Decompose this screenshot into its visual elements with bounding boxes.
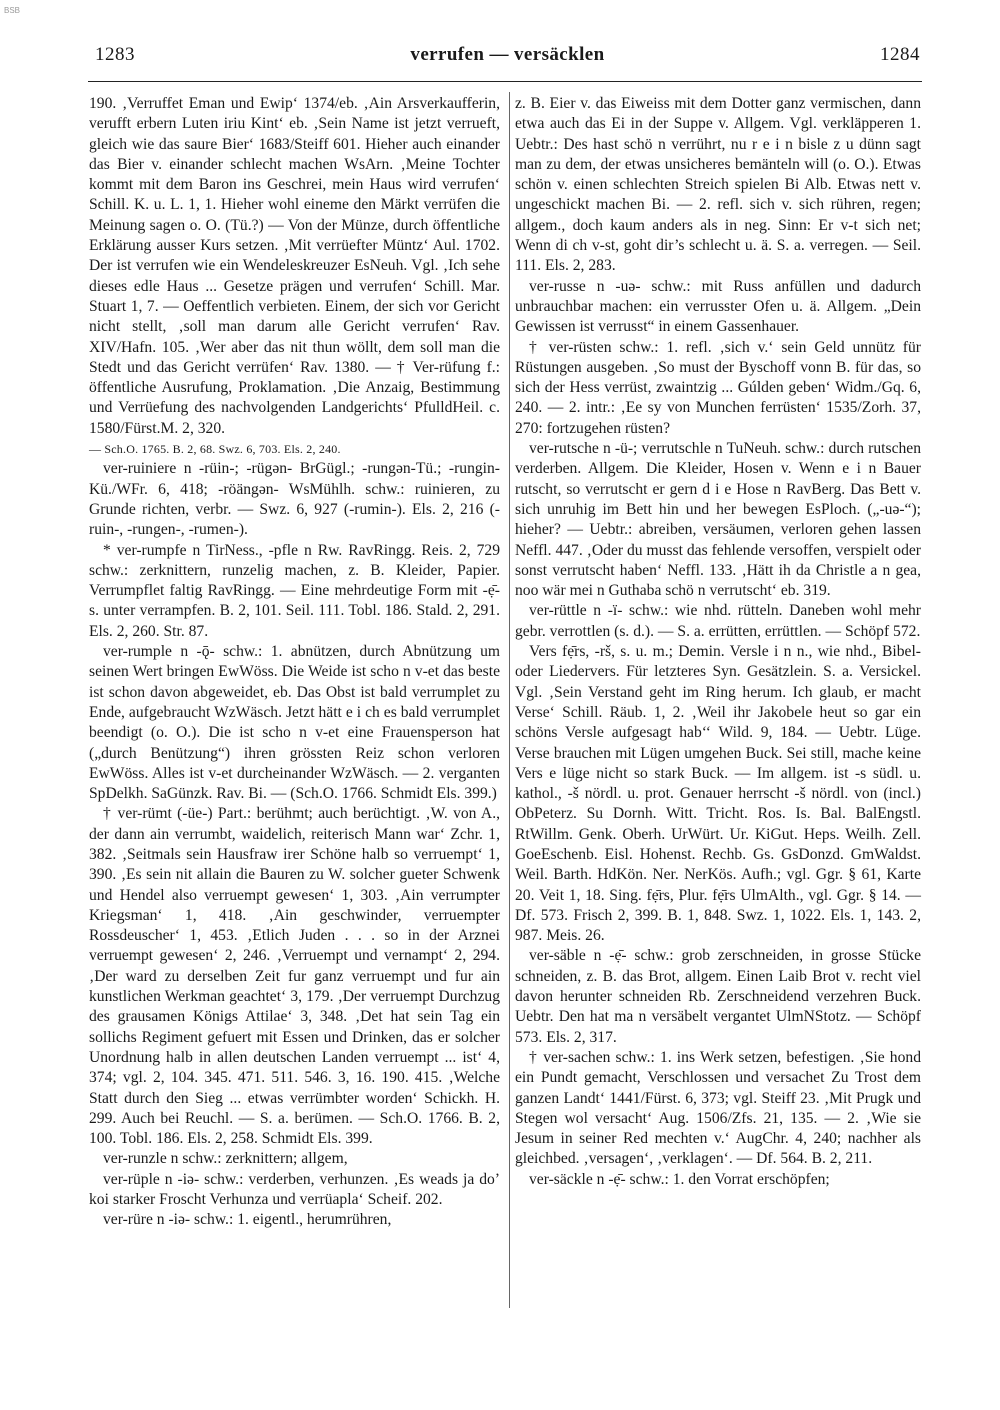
- dictionary-entry: † ver-rüsten schw.: 1. refl. ‚sich v.‘ sein Geld unnütz für Rüstungen ausgeben. ‚So must der Byschoff vonn B. für das, so sich der Hess verrüst, zwaintzig ... Gúlden geben‘ Widm./Gq. 6, 240. — 2. intr.: ‚Ee sy von Munchen ferrüsten‘ 1535/Zorh. 37, 270: fortzugehen rüsten?: [515, 338, 921, 437]
- dictionary-entry: ver-rutsche n -ü-; verrutschle n TuNeuh. schw.: durch rutschen verderben. Allgem. Die Kleider, Hosen v. Wenn e i n Bauer rutscht, so verrutscht er gern d i e Hose n RavBerg. Das Bett v. sich unruhig im Bett hin und her bewegen EsPloch. („-uə-“); hieher? — Uebtr.: abreiben, versäumen, verloren gehen lassen Neffl. 447. ‚Oder du musst das fehlende versoffen, verspielt oder sonst verrutscht haben‘ Neffl. 133. ‚Hätt ih da Christle a n gea, noo wär mei n Guthaba schö n verrutscht‘ eb. 319.: [515, 440, 921, 600]
- dictionary-entry: ver-rüple n -iə- schw.: verderben, verhunzen. ‚Es weads ja do’ koi starker Froscht Verhunza und verrüapla‘ Scheif. 202.: [89, 1170, 500, 1209]
- dictionary-entry: ver-säckle n -ẹ̄- schw.: 1. den Vorrat erschöpfen;: [529, 1170, 830, 1188]
- dictionary-entry: Vers fẹ̄rs, -rš, s. u. m.; Demin. Versle i n n., wie nhd., Bibel- oder Liedervers. Für letzteres Syn. Gesätzlein. S. a. Versickel. Vgl. ‚Sein Verstand geht im Ring herum. Ich glaub, er macht Verse‘ Schill. Räub. 1, 2. ‚Weil ihr Jakobele heut so gar ein schöns Versle aufgesagt hab‘‘ Wild. 9, 184. — Uebtr. Lüge. Verse brauchen mit Lügen umgehen Buck. Sei still, mache keine Vers e lüge nicht so stark Buck. — Im allgem. ist -s südl. u. kathol., -š nördl. u. prot. Genauer herrscht -š nördl. von (incl.) ObPeterz. Su Dornh. Witt. Tricht. Ros. Is. Bal. BalEngstl. RtWillm. Genk. Oberh. UrWürt. Ur. KiGut. Heps. Weilh. Zell. GoeEschenb. Eisl. Hohenst. Rechb. Gs. GsDonzd. GmWaldst. Weil. Barth. HdKön. Ner. NerKös. Aufh.; vgl. Ggr. § 61, Karte 20. Veit 1, 18. Sing. fẹ̄rs, Plur. fẹ̄rs UlmAlth., vgl. Ggr. § 14. — Df. 573. Frisch 2, 399. B. 1, 848. Swz. 1, 1022. Els. 1, 143. 2, 987. Meis. 26.: [515, 643, 921, 945]
- entry-text: — Sch.O. 1765. B. 2, 68. Swz. 6, 703. Els. 2, 240.: [89, 442, 341, 457]
- left-column: [89, 94, 500, 1231]
- page-number-left: 1283: [95, 44, 135, 65]
- page-header: [95, 44, 920, 76]
- header-rule: [88, 81, 922, 82]
- dictionary-entry: ver-rüttle n -ï- schw.: wie nhd. rütteln. Daneben wohl mehr gebr. verrottlen (s. d.). — S. a. errütten, errüttlen. — Schöpf 572.: [515, 602, 921, 640]
- dictionary-entry: ver-russe n -uə- schw.: mit Russ anfüllen und dadurch unbrauchbar machen: ein verrusster Ofen u. ä. Allgem. „Dein Gewissen ist verrusst“ in einem Gassenhauer.: [515, 277, 921, 336]
- dictionary-entry: ver-runzle n schw.: zerknittern; allgem,: [103, 1150, 348, 1168]
- library-mark: BSB: [4, 6, 21, 15]
- dictionary-entry: * ver-rumpfe n TirNess., -pfle n Rw. RavRingg. Reis. 2, 729 schw.: zerknittern, runzelig machen, z. B. Kleider, Papier. Verrumpflet faltig RavRingg. — Eine mehrdeutige Form mit -ẹ̄- s. unter verrampfen. B. 2, 101. Seil. 111. Tobl. 186. Stald. 2, 291. Els. 2, 260. Str. 87.: [89, 541, 500, 640]
- dictionary-entry: † ver-sachen schw.: 1. ins Werk setzen, befestigen. ‚Sie hond ein Pundt gemacht, Verschlossen und versachet Zu Trost dem ganzen Landt‘ 1441/Fürst. 6, 373; vgl. Steiff 23. ‚Mit Prugk und Stegen wol versacht‘ Aug. 1506/Zfs. 21, 135. — 2. ‚Wie sie Jesum in seiner Red mechten v.‘ AugChr. 4, 240; nachher als gleichbed. ‚versagen‘, ‚verklagen‘. — Df. 564. B. 2, 211.: [515, 1048, 921, 1168]
- entry-text: z. B. Eier v. das Eiweiss mit dem Dotter ganz vermischen, dann etwa auch das Ei in der Suppe v. Allgem. Vgl. verkläpperen 1. Uebtr.: Des hast schö n verrührt, nu r e i n bisle z u dünn sagt man zu dem, der etwas unsicheres bemänteln will (o. O.). Etwas schön v. einen schlechten Streich spielen Bi Alb. Etwas nett v. ungeschickt machen Bi. — 2. refl. sich v. sich rühren, regen; allgem., doch kaum anders als in neg. Sinn: Er v-t sich net; Wenn di ch v-st, goht dir’s schlecht u. ä. S. a. verregen. — Seil. 111. Els. 2, 283.: [515, 95, 921, 275]
- right-column: [515, 94, 921, 1190]
- dictionary-entry: † ver-rümt (-üe-) Part.: berühmt; auch berüchtigt. ‚W. von A., der dann ain verrumbt, waidelich, reiterisch Mann war‘ Zchr. 1, 382. ‚Seitmals sein Hausfraw irer Schöne halb so verruempt‘ 1, 390. ‚Es sein nit allain die Bauren zu W. solcher gueter Schwenk und Hendel also verruempt gewesen‘ 1, 303. ‚Ain verrumpter Kriegsman‘ 1, 418. ‚Ain geschwinder, verruempter Rossdeuscher‘ 1, 453. ‚Etlich Juden . . . so in der Arznei verruempt gewesen‘ 2, 246. ‚Verruempt und vernampt‘ 2, 294. ‚Der ward zu derselben Zeit fur ganz verruempt und fur ain kunstlichen Werkman geachtet‘ 3, 179. ‚Der verruempt Durchzug des grausamen Königs Attilae‘ 3, 348. ‚Det hat sein Tag ein sollichs Regiment gefuert mit Essen und Drinken, das er solcher Unordnung halb in allen deutschen Landen verruempt ... ist‘ 4, 374; vgl. 2, 104. 345. 471. 511. 546. 3, 16. 190. 415. ‚Welche Statt durch den Sieg ... etwas verrümbter worden‘ Schickh. H. 299. Auch bei Reuchl. — S. a. berümen. — Sch.O. 1766. B. 2, 100. Tobl. 186. Els. 2, 258. Schmidt Els. 399.: [89, 805, 500, 1148]
- page-number-right: 1284: [880, 44, 920, 65]
- dictionary-entry: ver-rumple n -ǭ- schw.: 1. abnützen, durch Abnützung um seinen Wert bringen EwWöss. Die Weide ist scho n v-et das beste ist schon davon abgeweidet, eb. Das Obst ist bald verrumplet zu Ende, aufgebraucht WzWäsch. Jetzt hätt e i ch es bald verrumplet beendigt (o. O.). Die ist scho n v-et eine Frauensperson hat („durch Benützung“) ihren grössten Reiz schon verloren EwWöss. Alles ist v-et durcheinander WzWäsch. — 2. verganten SpDelkh. SaGünzk. Rav. Bi. — (Sch.O. 1766. Schmidt Els. 399.): [89, 643, 500, 803]
- entry-text: 190. ‚Verruffet Eman und Ewip‘ 1374/eb. ‚Ain Arsverkaufferin, verufft erbern Luten iriu Kint‘ eb. ‚Sein Name ist jetzt verrueft, gleich wie das saure Bier‘ 1683/Steiff 601. Hieher auch einander das Bier v. einander schlecht machen WsArn. ‚Meine Tochter kommt mit dem Baron ins Geschrei, mein Haus wird verrufen‘ Schill. K. u. L. 1, 1. Hieher wohl eineme den Märkt verrüfen die Meinung sagen o. O. (Tü.?) — Von der Münze, durch öffentliche Erklärung ausser Kurs setzen. ‚Mit verrüefter Müntz‘ Aul. 1702. Der ist verrufen wie ein Wendeleskreuzer EsNeuh. Vgl. ‚Ich sehe dieses edle Haus ... Gesetze prägen und verrufen‘ Schill. Mar. Stuart 1, 7. — Oeffentlich verbieten. Einem, der sich vor Gericht nicht stellt, ‚soll man darum alle Gericht verrufen‘ Rav. XIV/Hafn. 105. ‚Wer aber das nit thun wöllt, dem soll man die Stedt und das Gericht verrüfen‘ Rav. 1380. — † Ver-rüfung f.: öffentliche Ausrufung, Proklamation. ‚Die Anzaig, Bestimmung und Verrüefung des nachvolgenden Landgerichts‘ PfulldHeil. c. 1580/Fürst.M. 2, 320.: [89, 95, 500, 437]
- dictionary-entry: ver-säble n -ẹ̄- schw.: grob zerschneiden, in grosse Stücke schneiden, z. B. das Brot, allgem. Einen Laib Brot v. recht viel davon herunter schneiden Rb. Zerschneidend verzehren Buck. Uebtr. Den hat ma n versäbelt vergantet UlmNStotz. — Schöpf 573. Els. 2, 317.: [515, 947, 921, 1046]
- dictionary-entry: ver-rüre n -iə- schw.: 1. eigentl., herumrühren,: [103, 1211, 392, 1229]
- dictionary-entry: ver-ruiniere n -rüin-; -rügən- BrGügl.; -rungən-Tü.; -rungin- Kü./WFr. 6, 418; -röängən- WsMühlh. schw.: ruinieren, zu Grunde richten, verbr. — Swz. 6, 927 (-rumin-). Els. 2, 216 (-ruin-, -rungen-, -rumen-).: [89, 460, 500, 539]
- column-rule: [509, 92, 510, 1308]
- running-headwords: verrufen — versäcklen: [410, 44, 605, 65]
